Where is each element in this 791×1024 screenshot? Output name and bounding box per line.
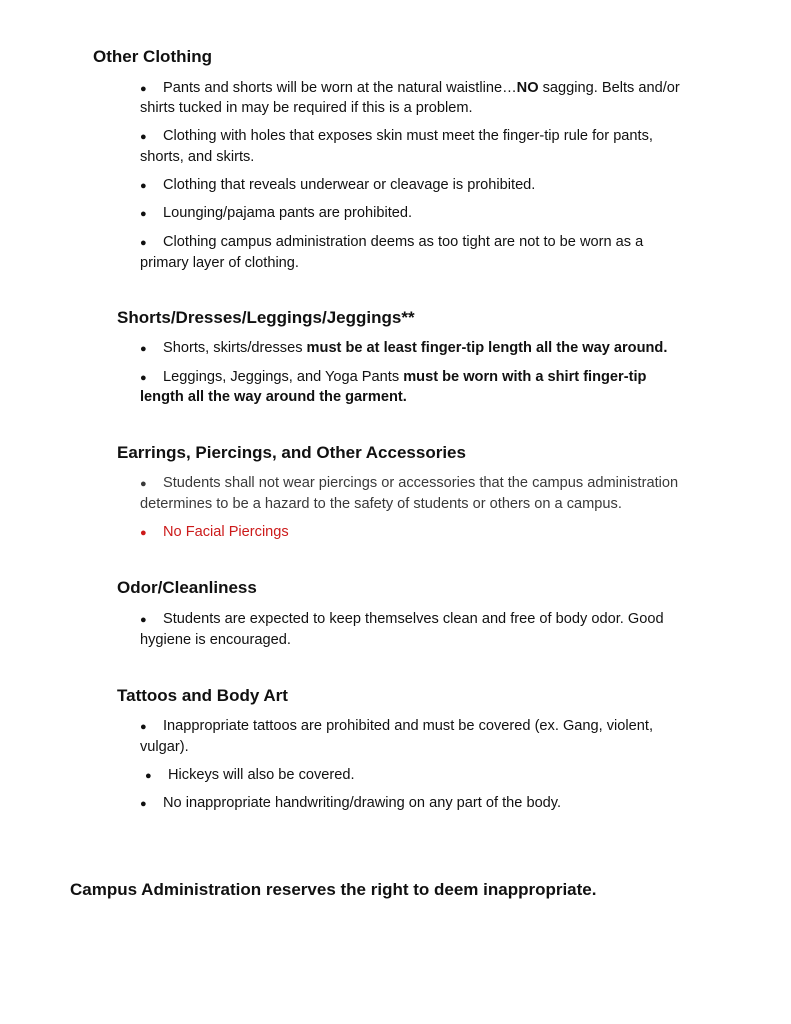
text: shorts, and skirts. (140, 149, 255, 165)
section-heading: Other Clothing (93, 47, 212, 66)
bullet-item (140, 610, 664, 629)
text: sagging. Belts and/or (538, 80, 680, 96)
bullet-item-continuation (140, 254, 299, 272)
text: Clothing campus administration deems as too tight are not to be worn as a (163, 234, 644, 250)
bullet-item-continuation (140, 495, 622, 513)
text: Leggings, Jeggings, and Yoga Pants (163, 369, 404, 385)
bullet-icon: ● (140, 614, 147, 626)
text: primary layer of clothing. (140, 255, 299, 271)
text: Students are expected to keep themselves clean and free of body odor. Good (163, 611, 664, 627)
bullet-icon: ● (140, 343, 147, 355)
section-heading: Shorts/Dresses/Leggings/Jeggings** (117, 308, 415, 327)
bullet-item (140, 717, 653, 736)
bullet-icon: ● (140, 372, 147, 384)
bullet-icon: ● (140, 131, 147, 143)
bullet-item-continuation (140, 388, 407, 406)
text: Clothing with holes that exposes skin must meet the finger-tip rule for pants, (163, 128, 653, 144)
bold-text: must be worn with a shirt finger-tip (403, 369, 647, 385)
text: shirts tucked in may be required if this is a problem. (140, 100, 473, 116)
bullet-item-continuation (140, 148, 254, 166)
text: Pants and shorts will be worn at the natural waistline… (163, 80, 517, 96)
bullet-icon: ● (140, 208, 147, 220)
bullet-icon: ● (140, 527, 147, 539)
bold-text: must be at least finger-tip length all the way around. (306, 340, 668, 356)
bullet-icon: ● (140, 478, 147, 490)
bold-text: NO (516, 80, 539, 96)
text: Hickeys will also be covered. (168, 767, 355, 783)
bullet-item (140, 233, 643, 252)
bullet-icon: ● (140, 721, 147, 733)
bullet-item (140, 523, 289, 542)
bullet-icon: ● (140, 83, 147, 95)
bullet-item (140, 79, 680, 98)
section-heading: Tattoos and Body Art (117, 686, 288, 705)
bullet-item (140, 176, 535, 195)
text: hygiene is encouraged. (140, 632, 291, 648)
bullet-item (145, 766, 355, 785)
bullet-item-continuation (140, 631, 291, 649)
bullet-item-continuation (140, 738, 189, 756)
bullet-icon: ● (140, 180, 147, 192)
section-heading: Odor/Cleanliness (117, 578, 257, 597)
bullet-item-continuation (140, 99, 473, 117)
text: No inappropriate handwriting/drawing on any part of the body. (163, 795, 562, 811)
bullet-item (140, 127, 653, 146)
text: Shorts, skirts/dresses (163, 340, 307, 356)
text: Inappropriate tattoos are prohibited and must be covered (ex. Gang, violent, (163, 718, 653, 734)
bullet-item (140, 368, 646, 387)
text: No Facial Piercings (163, 524, 289, 540)
text: Students shall not wear piercings or accessories that the campus administration (163, 475, 679, 491)
text: vulgar). (140, 739, 189, 755)
bullet-icon: ● (140, 237, 147, 249)
bullet-item (140, 794, 561, 813)
bullet-item (140, 474, 678, 493)
bullet-icon: ● (145, 770, 152, 782)
section-heading: Earrings, Piercings, and Other Accessories (117, 443, 466, 462)
bullet-item (140, 204, 412, 223)
closing-statement: Campus Administration reserves the right to deem inappropriate. (70, 880, 597, 899)
text: determines to be a hazard to the safety of students or others on a campus. (140, 496, 622, 512)
text: Lounging/pajama pants are prohibited. (163, 205, 413, 221)
bullet-icon: ● (140, 798, 147, 810)
bold-text: length all the way around the garment. (140, 389, 407, 405)
text: Clothing that reveals underwear or cleavage is prohibited. (163, 177, 536, 193)
bullet-item (140, 339, 667, 358)
